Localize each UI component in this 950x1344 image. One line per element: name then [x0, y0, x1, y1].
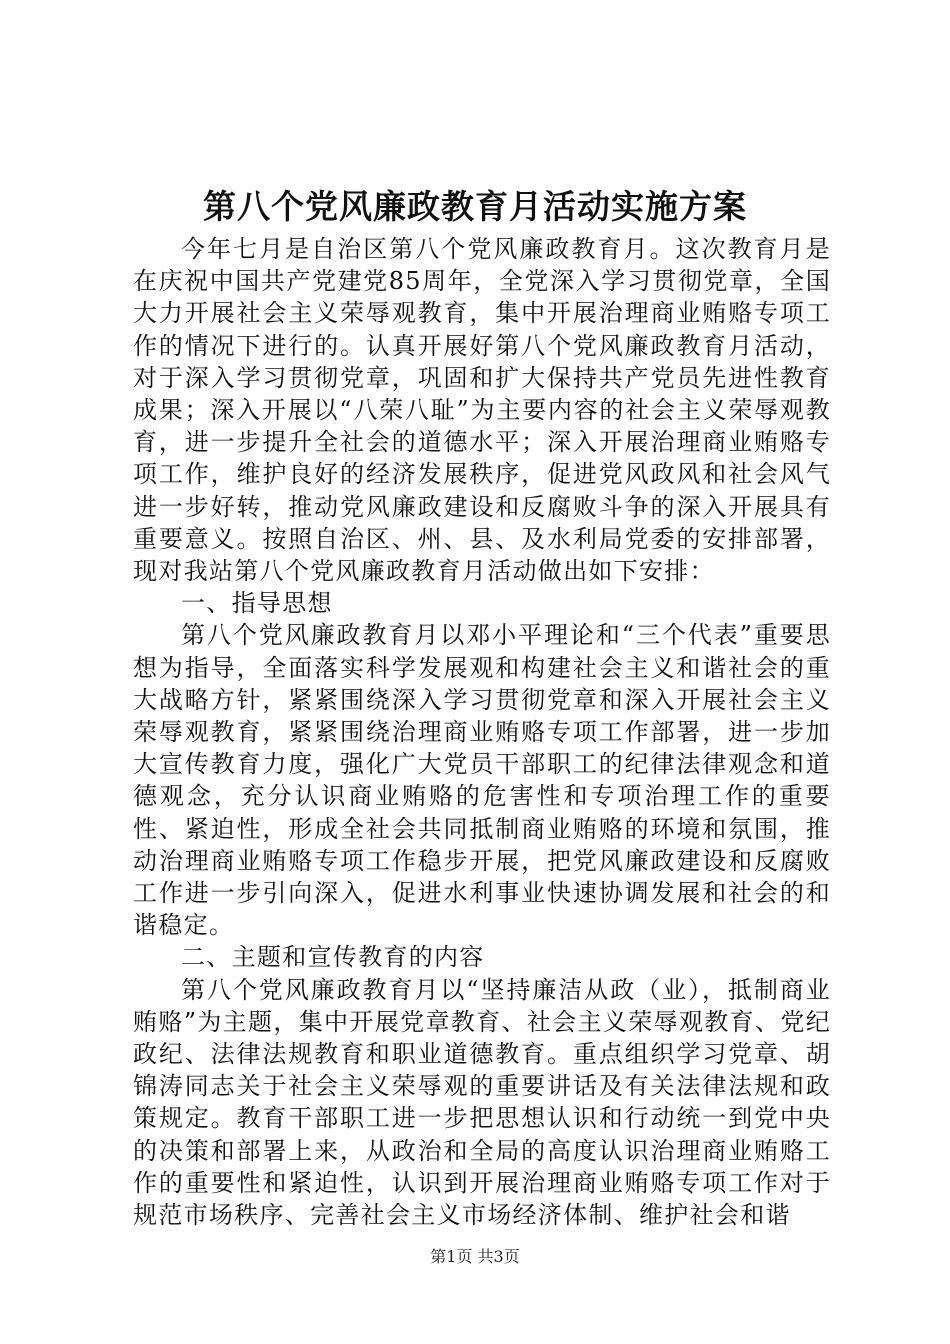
theme-content-paragraph: 第八个党风廉政教育月以“坚持廉洁从政（业），抵制商业贿赂”为主题，集中开展党章教育、社会主义荣辱观教育、党纪政纪、法律法规教育和职业道德教育。重点组织学习党章、胡锦涛同志关于社会主义荣辱观的重要讲话及有关法律法规和政策规定。教育干部职工进一步把思想认识和行动统一到党中央的决策和部署上来，从政治和全局的高度认识治理商业贿赂工作的重要性和紧迫性，认识到开展治理商业贿赂专项工作对于规范市场秩序、完善社会主义市场经济体制、维护社会和谐 [133, 975, 831, 1230]
guiding-ideology-paragraph: 第八个党风廉政教育月以邓小平理论和“三个代表”重要思想为指导，全面落实科学发展观和构建社会主义和谐社会的重大战略方针，紧紧围绕深入学习贯彻党章和深入开展社会主义荣辱观教育，紧紧围绕治理商业贿赂专项工作部署，进一步加大宣传教育力度，强化广大党员干部职工的纪律法律观念和道德观念，充分认识商业贿赂的危害性和专项治理工作的重要性、紧迫性，形成全社会共同抵制商业贿赂的环境和氛围，推动治理商业贿赂专项工作稳步开展，把党风廉政建设和反腐败工作进一步引向深入，促进水利事业快速协调发展和社会的和谐稳定。 [133, 621, 831, 940]
document-body [133, 233, 831, 1231]
document-title: 第八个党风廉政教育月活动实施方案 [203, 187, 747, 226]
intro-paragraph: 今年七月是自治区第八个党风廉政教育月。这次教育月是在庆祝中国共产党建党85周年，全党深入学习贯彻党章，全国大力开展社会主义荣辱观教育，集中开展治理商业贿赂专项工作的情况下进行的。认真开展好第八个党风廉政教育月活动，对于深入学习贯彻党章，巩固和扩大保持共产党员先进性教育成果；深入开展以“八荣八耻”为主要内容的社会主义荣辱观教育，进一步提升全社会的道德水平；深入开展治理商业贿赂专项工作，维护良好的经济发展秩序，促进党风政风和社会风气进一步好转，推动党风廉政建设和反腐败斗争的深入开展具有重要意义。按照自治区、州、县、及水利局党委的安排部署，现对我站第八个党风廉政教育月活动做出如下安排： [133, 235, 831, 586]
page-footer: 第1页 共3页 [430, 1247, 520, 1266]
section-heading-theme-content: 二、主题和宣传教育的内容 [181, 943, 485, 972]
section-heading-guiding-ideology: 一、指导思想 [181, 589, 333, 618]
